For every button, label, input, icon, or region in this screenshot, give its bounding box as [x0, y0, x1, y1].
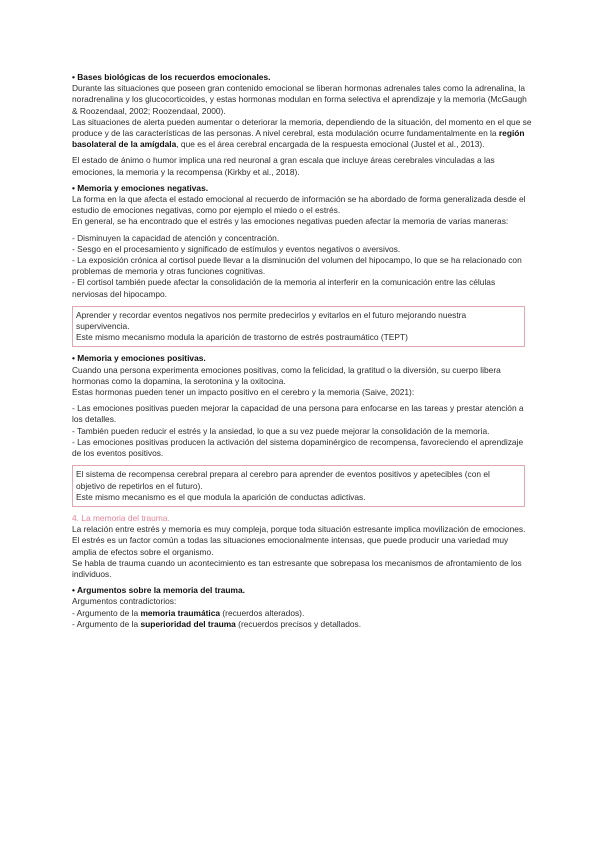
paragraph	[72, 117, 532, 151]
callout-text: Este mismo mecanismo modula la aparición de trastorno de estrés postraumático (TEPT)	[76, 332, 408, 343]
bold-term: región basolateral de la amígdala	[72, 128, 525, 150]
text-run: Las situaciones de alerta pueden aumentar o deteriorar la memoria, dependiendo de la situación, del momento en el que se produce y de las características de las personas. A nivel cerebral, esta modulación ocurre fundamentalmente en la	[72, 116, 532, 139]
list-item: - La exposición crónica al cortisol puede llevar a la disminución del volumen del hipocampo, lo que se ha relacionado con problemas de memoria y otras funciones cognitivas.	[72, 255, 522, 277]
paragraph: Argumentos contradictorios:	[72, 596, 177, 607]
list-item	[72, 608, 532, 619]
list-item: - Disminuyen la capacidad de atención y concentración.	[72, 232, 280, 243]
text-run: (recuerdos precisos y detallados.	[235, 618, 362, 629]
paragraph: Se habla de trauma cuando un acontecimiento es tan estresante que sobrepasa los mecanismos de afrontamiento de los individuos.	[72, 557, 522, 579]
paragraph: Estas hormonas pueden tener un impacto positivo en el cerebro y la memoria (Saive, 2021):	[72, 387, 415, 398]
callout-text: Este mismo mecanismo es el que modula la aparición de conductas adictivas.	[76, 491, 366, 502]
text-run: , que es el área cerebral encargada de la respuesta emocional (Justel et al., 2013).	[176, 139, 485, 150]
callout-text: Aprender y recordar eventos negativos nos permite predecirlos y evitarlos en el futuro mejorando nuestra supervivencia.	[76, 309, 467, 332]
callout-text: El sistema de recompensa cerebral prepara al cerebro para aprender de eventos positivos y apetecibles (con el objetivo de repetirlos en el futuro).	[76, 469, 490, 491]
document-body	[72, 72, 532, 630]
callout-box	[72, 465, 525, 507]
heading-argumentos-trauma: • Argumentos sobre la memoria del trauma.	[72, 585, 245, 596]
heading-emociones-positivas: • Memoria y emociones positivas.	[72, 353, 206, 364]
text-run: (recuerdos alterados).	[220, 607, 305, 618]
text-run: - Argumento de la	[72, 607, 141, 618]
callout-box	[72, 306, 525, 348]
section-title-trauma: 4. La memoria del trauma.	[72, 512, 170, 523]
paragraph: La forma en la que afecta el estado emocional al recuerdo de información se ha abordado de forma generalizada desde el estudio de emociones negativas, como por ejemplo el miedo o el estrés.	[72, 194, 526, 216]
list-item: - El cortisol también puede afectar la consolidación de la memoria al interferir en la comunicación entre las células nerviosas del hipocampo.	[72, 277, 496, 299]
heading-emociones-negativas: • Memoria y emociones negativas.	[72, 182, 209, 193]
paragraph: La relación entre estrés y memoria es muy compleja, porque toda situación estresante implica movilización de emociones.	[72, 524, 526, 535]
text-run: - Argumento de la	[72, 618, 141, 629]
paragraph: Durante las situaciones que poseen gran contenido emocional se liberan hormonas adrenales tales como la adrenalina, la noradrenalina y los glucocorticoides, y estas hormonas modulan en forma selectiva el aprendizaje y la memoria (McGaugh & Roozendaal, 2002; Roozendaal, 2000).	[72, 83, 527, 116]
bold-term: superioridad del trauma	[140, 618, 236, 629]
heading-bases-biologicas: • Bases biológicas de los recuerdos emocionales.	[72, 72, 271, 82]
list-item: - Las emociones positivas pueden mejorar la capacidad de una persona para enfocarse en las tareas y prestar atención a los detalles.	[72, 403, 524, 425]
paragraph: Cuando una persona experimenta emociones positivas, como la felicidad, la gratitud o la diversión, su cuerpo libera hormonas como la dopamina, la serotonina y la oxitocina.	[72, 364, 501, 386]
list-item: - Las emociones positivas producen la activación del sistema dopaminérgico de recompensa, favoreciendo el aprendizaje de los eventos positivos.	[72, 436, 524, 459]
list-item: - También pueden reducir el estrés y la ansiedad, lo que a su vez puede mejorar la consolidación de la memoria.	[72, 425, 490, 436]
paragraph: El estado de ánimo o humor implica una red neuronal a gran escala que incluye áreas cerebrales vinculadas a las emociones, la memoria y la recompensa (Kirkby et al., 2018).	[72, 155, 495, 177]
list-item: - Sesgo en el procesamiento y significado de estímulos y eventos negativos o aversivos.	[72, 243, 401, 254]
list-item	[72, 619, 532, 630]
bold-term: memoria traumática	[140, 607, 221, 618]
paragraph: El estrés es un factor común a todas las situaciones emocionalmente intensas, que puede producir una variedad muy amplia de efectos sobre el organismo.	[72, 535, 509, 557]
paragraph: En general, se ha encontrado que el estrés y las emociones negativas pueden afectar la memoria de varias maneras:	[72, 216, 509, 227]
